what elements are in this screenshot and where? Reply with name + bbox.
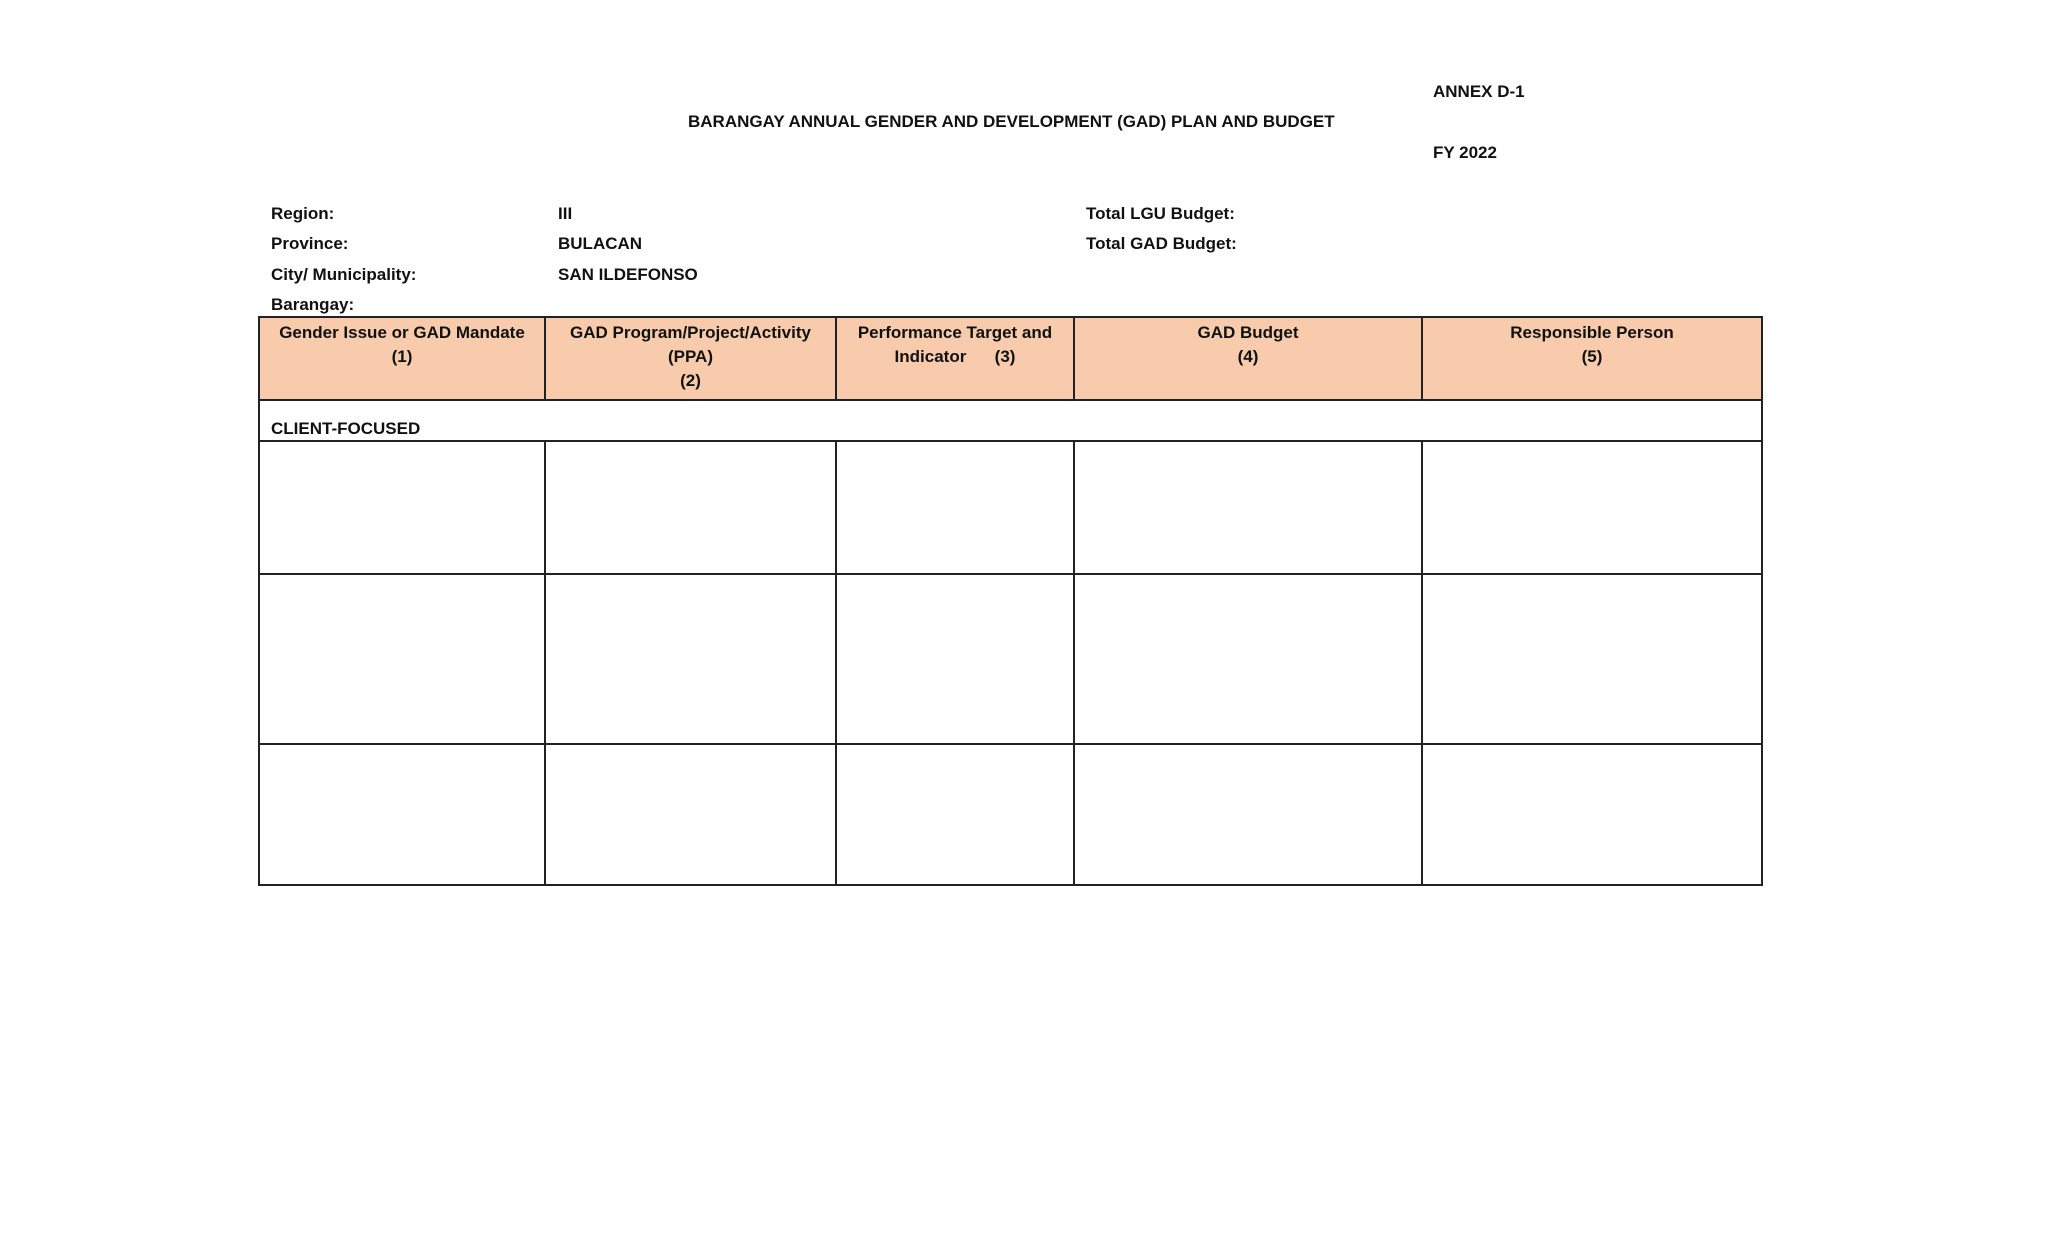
header-line: Indicator (3) [894, 347, 1016, 366]
table-header-row [259, 317, 1762, 400]
header-gad-budget [1074, 317, 1422, 400]
table-cell [545, 574, 836, 744]
header-line: (4) [1237, 347, 1259, 366]
table-cell [259, 441, 545, 574]
table-cell [1422, 574, 1762, 744]
table-cell [259, 574, 545, 744]
barangay-label: Barangay: [271, 295, 355, 314]
header-line: Responsible Person [1510, 323, 1674, 342]
province-value: BULACAN [558, 234, 643, 253]
table-cell [1074, 441, 1422, 574]
table-row [259, 574, 1762, 744]
header-line: Gender Issue or GAD Mandate [279, 323, 525, 342]
header-line: Performance Target and [857, 323, 1053, 342]
region-label: Region: [271, 204, 335, 223]
header-line: GAD Program/Project/Activity [570, 323, 811, 342]
header-line: (2) [680, 371, 701, 390]
header-gender-issue [259, 317, 545, 400]
table-cell [1074, 744, 1422, 885]
table-cell [836, 744, 1074, 885]
header-line: GAD Budget [1197, 323, 1299, 342]
header-line: (PPA) [667, 347, 713, 366]
total-gad-budget-label: Total GAD Budget: [1086, 234, 1237, 253]
city-municipality-value: SAN ILDEFONSO [558, 265, 698, 284]
region-value: III [558, 204, 573, 223]
header-line: (1) [391, 347, 413, 366]
table-cell [1074, 574, 1422, 744]
table-row [259, 441, 1762, 574]
header-responsible-person [1422, 317, 1762, 400]
document-title: BARANGAY ANNUAL GENDER AND DEVELOPMENT (GAD) PLAN AND BUDGET [688, 112, 1335, 131]
table-row [259, 744, 1762, 885]
table-cell [836, 574, 1074, 744]
table-cell [836, 441, 1074, 574]
fiscal-year: FY 2022 [1433, 143, 1497, 162]
header-performance-target [836, 317, 1074, 400]
table-cell [545, 744, 836, 885]
city-municipality-label: City/ Municipality: [271, 265, 417, 284]
table-cell [1422, 744, 1762, 885]
section-row [259, 400, 1762, 441]
annex-label: ANNEX D-1 [1433, 82, 1525, 101]
header-gad-ppa [545, 317, 836, 400]
table-cell [545, 441, 836, 574]
province-label: Province: [271, 234, 349, 253]
table-cell [1422, 441, 1762, 574]
total-lgu-budget-label: Total LGU Budget: [1086, 204, 1235, 223]
gad-plan-table [258, 316, 1763, 886]
table-cell [259, 744, 545, 885]
header-line: (5) [1581, 347, 1603, 366]
section-label-client-focused: CLIENT-FOCUSED [259, 400, 1762, 441]
